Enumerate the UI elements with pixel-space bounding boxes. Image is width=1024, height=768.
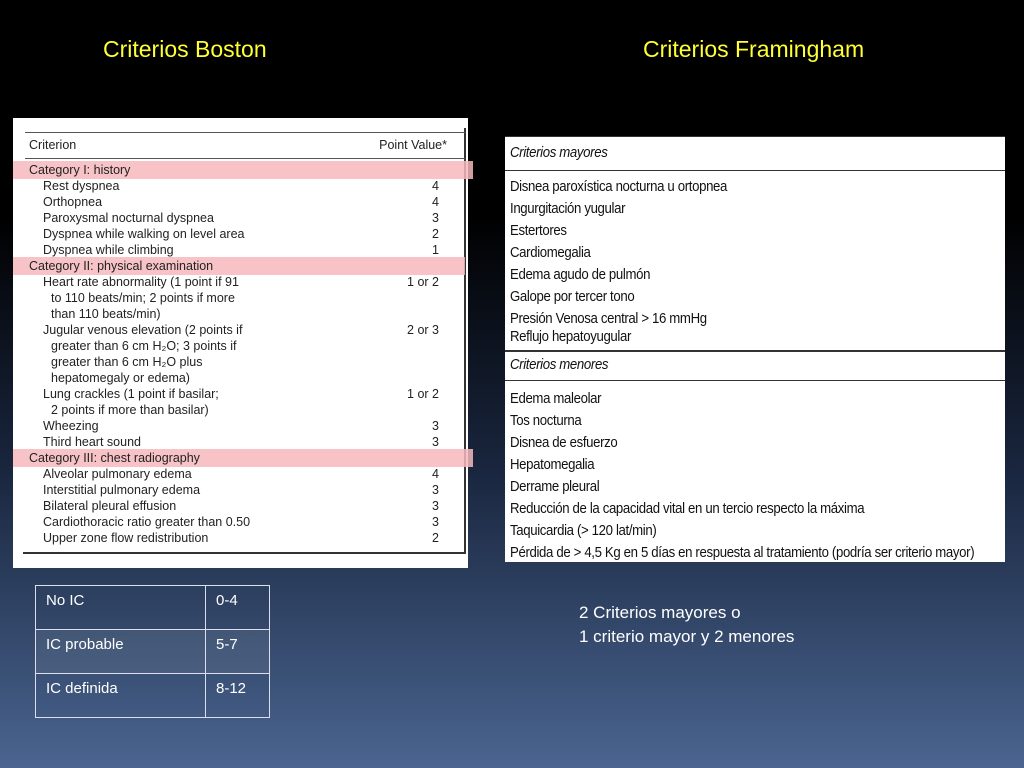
major-header-rule — [505, 170, 1005, 171]
ic-range: 0-4 — [206, 586, 270, 630]
boston-row — [43, 466, 459, 482]
criterion-points: 2 — [432, 227, 439, 241]
major-criterion: Disnea paroxística nocturna u ortopnea — [510, 178, 728, 195]
boston-header-rule — [25, 158, 465, 159]
boston-row — [43, 514, 459, 530]
boston-row — [43, 210, 459, 226]
criterion-name: Third heart sound — [43, 435, 141, 449]
minor-criterion: Pérdida de > 4,5 Kg en 5 días en respuesta al tratamiento (podría ser criterio mayor) — [510, 544, 975, 561]
ic-range: 5-7 — [206, 630, 270, 674]
criterion-points: 1 or 2 — [407, 275, 439, 289]
minor-criterion: Disnea de esfuerzo — [510, 434, 618, 451]
boston-header — [29, 138, 465, 154]
minor-criterion: Tos nocturna — [510, 412, 582, 429]
criterion-points: 4 — [432, 467, 439, 481]
criterion-continuation: greater than 6 cm H₂O; 3 points if — [51, 339, 237, 353]
criterion-continuation: than 110 beats/min) — [51, 307, 161, 321]
criterion-name: Upper zone flow redistribution — [43, 531, 209, 545]
framingham-diagnosis-note — [579, 601, 794, 649]
boston-criteria-table — [13, 118, 468, 568]
ic-label: No IC — [36, 586, 206, 630]
category-label-exam: Category II: physical examination — [29, 259, 214, 273]
criterion-points: 1 — [432, 243, 439, 257]
boston-top-rule — [25, 132, 465, 133]
minor-criteria-header: Criterios menores — [510, 356, 609, 373]
minor-criterion: Taquicardia (> 120 lat/min) — [510, 522, 657, 539]
table-row — [36, 586, 270, 630]
criterion-header: Criterion — [29, 138, 77, 152]
criterion-name: Interstitial pulmonary edema — [43, 483, 201, 497]
boston-row — [43, 242, 459, 258]
criterion-points: 3 — [432, 515, 439, 529]
criterion-points: 3 — [432, 211, 439, 225]
criterion-points: 3 — [432, 483, 439, 497]
boston-row — [43, 530, 459, 546]
minor-header-rule — [505, 380, 1005, 381]
minor-criterion: Hepatomegalia — [510, 456, 595, 473]
criterion-name: Rest dyspnea — [43, 179, 120, 193]
criterion-points: 4 — [432, 179, 439, 193]
boston-row — [43, 322, 459, 338]
criterion-points: 3 — [432, 419, 439, 433]
category-label-history: Category I: history — [29, 163, 131, 177]
note-line: 1 criterio mayor y 2 menores — [579, 627, 795, 646]
note-line: 2 Criterios mayores o — [579, 603, 741, 622]
major-criterion: Edema agudo de pulmón — [510, 266, 651, 283]
boston-row — [43, 498, 459, 514]
boston-row — [43, 226, 459, 242]
point-value-header: Point Value* — [379, 138, 447, 152]
boston-row — [43, 418, 459, 434]
major-criterion: Ingurgitación yugular — [510, 200, 626, 217]
minor-criterion: Edema maleolar — [510, 390, 602, 407]
table-row — [36, 674, 270, 718]
criterion-points: 3 — [432, 435, 439, 449]
criterion-name: Orthopnea — [43, 195, 103, 209]
framingham-criteria-table — [505, 136, 1005, 562]
major-criterion: Cardiomegalia — [510, 244, 591, 261]
criterion-name: Cardiothoracic ratio greater than 0.50 — [43, 515, 251, 529]
boston-row — [43, 386, 459, 402]
major-criteria-header: Criterios mayores — [510, 144, 608, 161]
criterion-name: Lung crackles (1 point if basilar; — [43, 387, 219, 401]
boston-row — [43, 194, 459, 210]
criterion-name: Wheezing — [43, 419, 99, 433]
framingham-top-rule — [505, 136, 1005, 137]
boston-row — [43, 482, 459, 498]
minor-criterion: Reducción de la capacidad vital en un tercio respecto la máxima — [510, 500, 865, 517]
ic-range: 8-12 — [206, 674, 270, 718]
boston-row — [43, 434, 459, 450]
criterion-continuation: hepatomegaly or edema) — [51, 371, 190, 385]
category-label-radiography: Category III: chest radiography — [29, 451, 200, 465]
criterion-continuation: greater than 6 cm H₂O plus — [51, 355, 203, 369]
boston-title: Criterios Boston — [103, 36, 267, 62]
ic-label: IC definida — [36, 674, 206, 718]
section-divider — [505, 350, 1005, 352]
criterion-continuation: 2 points if more than basilar) — [51, 403, 209, 417]
criterion-name: Alveolar pulmonary edema — [43, 467, 192, 481]
criterion-name: Jugular venous elevation (2 points if — [43, 323, 243, 337]
minor-criterion: Derrame pleural — [510, 478, 600, 495]
ic-score-table — [35, 585, 270, 718]
criterion-name: Bilateral pleural effusion — [43, 499, 177, 513]
table-row — [36, 630, 270, 674]
criterion-name: Dyspnea while climbing — [43, 243, 174, 257]
criterion-points: 3 — [432, 499, 439, 513]
criterion-continuation: to 110 beats/min; 2 points if more — [51, 291, 235, 305]
criterion-name: Paroxysmal nocturnal dyspnea — [43, 211, 214, 225]
criterion-name: Dyspnea while walking on level area — [43, 227, 245, 241]
major-criterion: Reflujo hepatoyugular — [510, 328, 632, 345]
criterion-points: 4 — [432, 195, 439, 209]
boston-row — [43, 274, 459, 290]
criterion-points: 2 or 3 — [407, 323, 439, 337]
major-criterion: Galope por tercer tono — [510, 288, 635, 305]
framingham-title: Criterios Framingham — [643, 36, 865, 62]
criterion-points: 1 or 2 — [407, 387, 439, 401]
ic-label: IC probable — [36, 630, 206, 674]
boston-row — [43, 178, 459, 194]
criterion-points: 2 — [432, 531, 439, 545]
major-criterion: Estertores — [510, 222, 567, 239]
criterion-name: Heart rate abnormality (1 point if 91 — [43, 275, 239, 289]
major-criterion: Presión Venosa central > 16 mmHg — [510, 310, 707, 327]
